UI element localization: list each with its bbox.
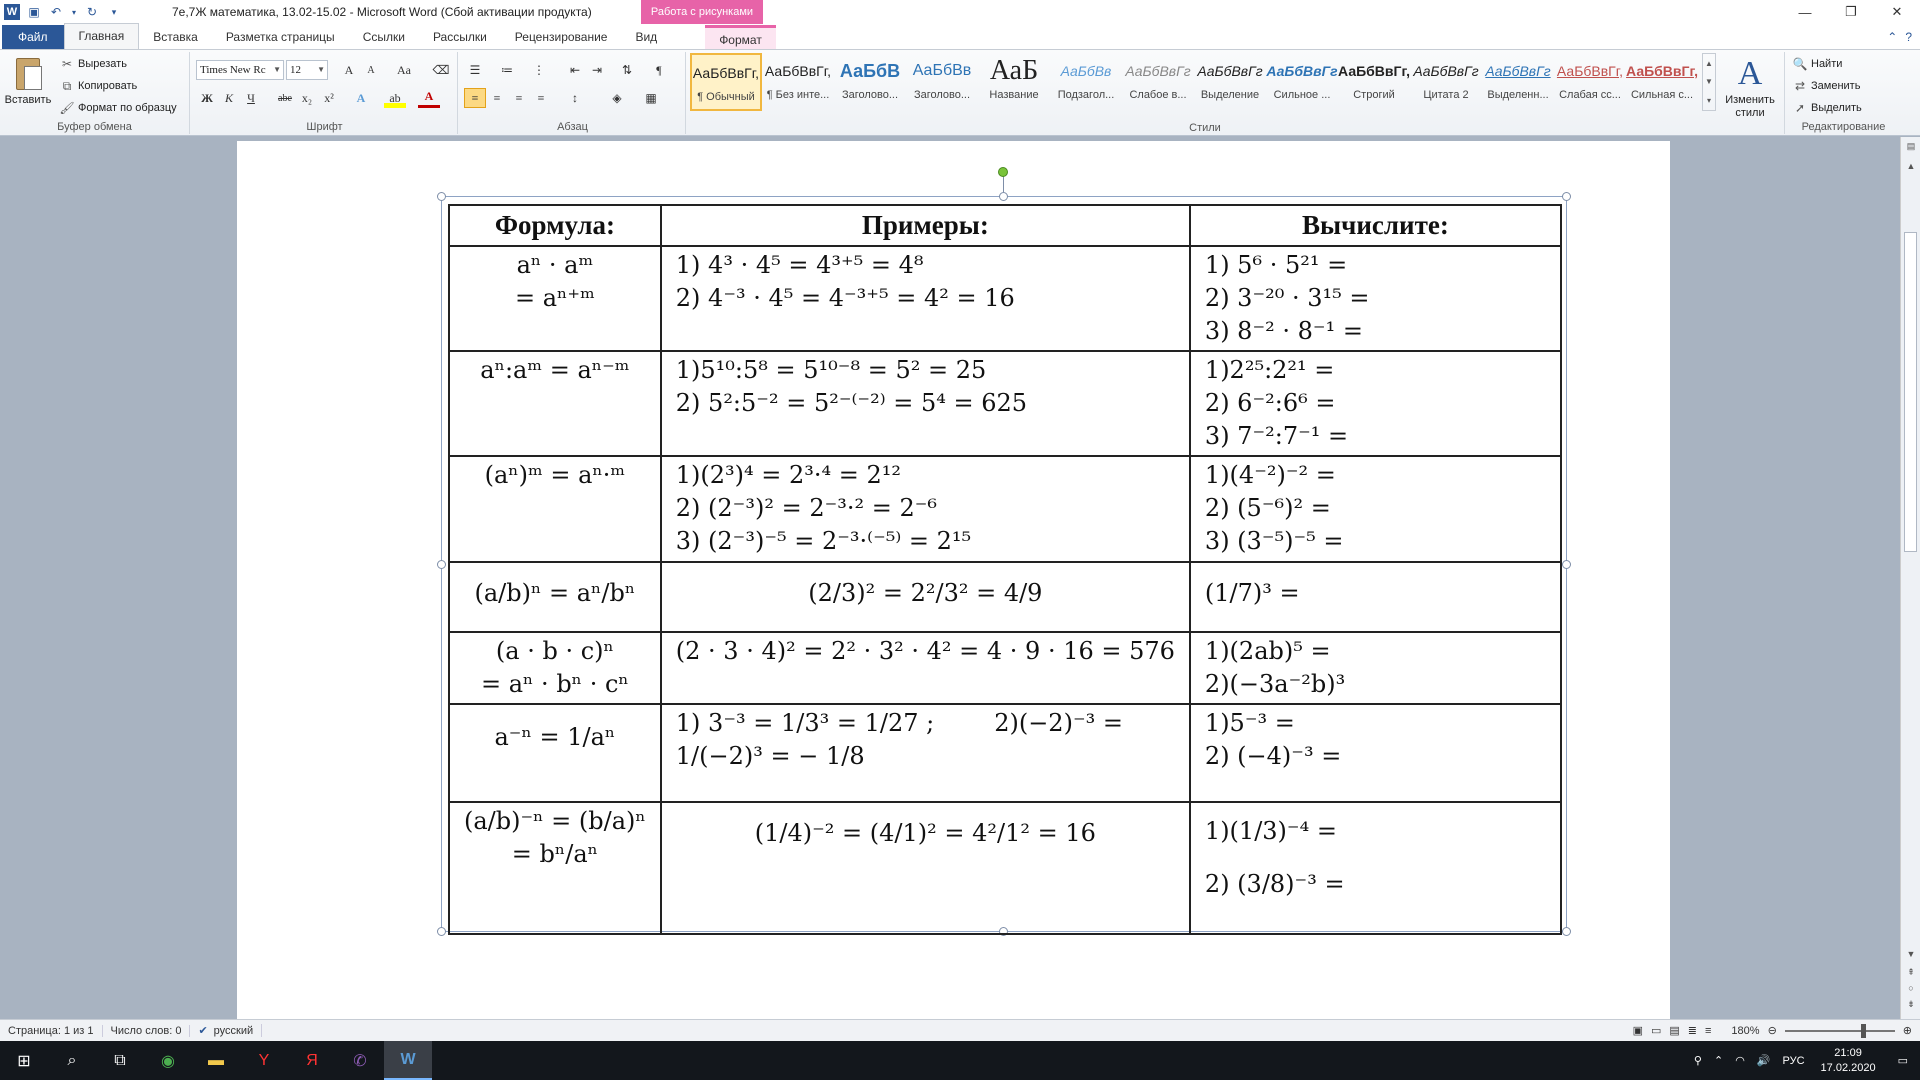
editing-group — [1784, 52, 1902, 134]
exercise-line: 3) (3⁻⁵)⁻⁵ = — [1204, 527, 1344, 555]
styles-scroller[interactable] — [1702, 53, 1716, 111]
bold-button[interactable]: Ж — [201, 90, 213, 105]
exercise-line: (1/7)³ = — [1204, 579, 1300, 607]
tab-page-layout[interactable]: Разметка страницы — [225, 30, 335, 44]
select-button[interactable] — [1793, 98, 1862, 118]
example-line: 2) (2⁻³)² = 2⁻³·² = 2⁻⁶ — [675, 494, 938, 522]
change-styles-label: Изменить стили — [1725, 94, 1775, 119]
clear-formatting-icon[interactable]: ⌫ — [432, 62, 450, 77]
formula-line: (aⁿ)ᵐ = aⁿ·ᵐ — [484, 461, 626, 489]
formula-line: (a · b · c)ⁿ — [495, 637, 614, 665]
formula-cell — [449, 632, 661, 704]
compute-cell — [1190, 351, 1561, 456]
style-preview: АаБбВв — [1060, 63, 1112, 79]
formula-line: = aⁿ⁺ᵐ — [514, 284, 595, 312]
multilevel-list-icon[interactable]: ⋮ — [533, 62, 545, 77]
table-header-row — [449, 205, 1561, 246]
ribbon-tabs — [0, 24, 1920, 50]
style-preview: АаБбВ — [839, 61, 901, 81]
line-spacing-icon[interactable]: ↕ — [572, 90, 578, 105]
style-name: Строгий — [1353, 89, 1395, 101]
tab-home[interactable]: Главная — [64, 23, 140, 49]
example-line: 3) (2⁻³)⁻⁵ = 2⁻³·⁽⁻⁵⁾ = 2¹⁵ — [675, 527, 972, 555]
font-name-value: Times New Rc — [200, 64, 266, 76]
zoom-in-icon[interactable]: ⊕ — [1902, 1025, 1912, 1037]
formula-cell — [449, 562, 661, 632]
example-line: 1)5¹⁰:5⁸ = 5¹⁰⁻⁸ = 5² = 25 — [675, 356, 987, 384]
scissors-icon: ✂ — [61, 57, 73, 71]
style-item[interactable] — [906, 53, 978, 111]
style-preview: АаБбВв — [912, 62, 972, 79]
style-preview: АаБбВвГг — [1197, 63, 1263, 79]
resize-handle[interactable] — [999, 192, 1008, 201]
shrink-font-button[interactable]: A — [367, 64, 375, 76]
style-item[interactable] — [1482, 53, 1554, 111]
tab-file[interactable]: Файл — [2, 25, 64, 49]
paste-button[interactable] — [4, 56, 52, 118]
format-painter-label: Формат по образцу — [78, 102, 177, 114]
style-item[interactable] — [834, 53, 906, 111]
style-preview: АаБбВвГг, — [692, 65, 760, 81]
next-page-icon[interactable]: ⇟ — [1907, 999, 1915, 1009]
exercise-line: 3) 7⁻²:7⁻¹ = — [1204, 422, 1349, 450]
formula-line: (a/b)⁻ⁿ = (b/a)ⁿ — [464, 807, 646, 835]
chevron-down-icon[interactable]: ▼ — [1705, 77, 1713, 87]
formula-line: aⁿ:aᵐ = aⁿ⁻ᵐ — [480, 356, 630, 384]
clipboard-group — [0, 52, 190, 134]
cut-button[interactable] — [60, 54, 127, 74]
example-line: 1/(−2)³ = − 1/8 — [675, 742, 865, 770]
browse-object-icon[interactable]: ○ — [1908, 983, 1914, 993]
paste-icon — [12, 56, 44, 92]
underline-button[interactable]: Ч — [247, 90, 255, 105]
resize-handle[interactable] — [1562, 560, 1571, 569]
text-effects-icon[interactable]: A — [356, 90, 366, 105]
table-row — [449, 456, 1561, 562]
cut-label: Вырезать — [78, 58, 127, 70]
exercise-line: 1)(2ab)⁵ = — [1204, 637, 1331, 665]
rotation-line — [1003, 176, 1004, 192]
yandex-icon[interactable]: Я — [306, 1051, 318, 1069]
compute-cell — [1190, 704, 1561, 802]
restore-icon[interactable]: ❐ — [1845, 4, 1857, 19]
status-right — [1633, 1024, 1920, 1037]
copy-button[interactable] — [60, 76, 137, 96]
ribbon-right-controls — [1887, 25, 1920, 49]
header-compute: Вычислите: — [1190, 205, 1561, 246]
font-size-value: 12 — [290, 64, 301, 76]
undo-dropdown-icon[interactable]: ▾ — [71, 7, 76, 17]
tab-view[interactable]: Вид — [635, 30, 658, 44]
people-icon[interactable]: ⚲ — [1693, 1055, 1702, 1067]
word-count[interactable]: Число слов: 0 — [103, 1025, 191, 1037]
editing-group-label: Редактирование — [1801, 121, 1886, 133]
tab-mailings[interactable]: Рассылки — [432, 30, 487, 44]
title-bar — [0, 0, 1920, 24]
exercise-line: 1)2²⁵:2²¹ = — [1204, 356, 1335, 384]
exercise-line: 2) (3/8)⁻³ = — [1204, 870, 1345, 898]
zoom-level[interactable]: 180% — [1731, 1024, 1760, 1037]
yandex-browser-icon[interactable]: Y — [258, 1051, 270, 1069]
find-label: Найти — [1811, 58, 1843, 70]
style-item[interactable] — [1554, 53, 1626, 111]
vertical-scrollbar[interactable] — [1900, 137, 1920, 1019]
ribbon-home — [0, 50, 1920, 136]
compute-cell — [1190, 246, 1561, 351]
change-case-button[interactable]: Aa — [397, 62, 411, 77]
scroll-up-icon[interactable]: ▲ — [1906, 161, 1916, 171]
picture-tools-context-label: Работа с рисунками — [641, 0, 763, 24]
web-layout-icon[interactable]: ▤ — [1669, 1025, 1680, 1037]
formula-line: = aⁿ · bⁿ · cⁿ — [481, 670, 629, 698]
increase-indent-icon[interactable]: ⇥ — [591, 62, 603, 77]
zoom-slider-thumb[interactable] — [1861, 1024, 1866, 1038]
formula-line: aⁿ · aᵐ — [516, 251, 594, 279]
style-preview: АаБбВвГг — [1485, 63, 1551, 79]
superscript-button[interactable]: x² — [324, 90, 334, 105]
zoom-slider[interactable] — [1785, 1030, 1895, 1032]
select-label: Выделить — [1811, 102, 1862, 114]
exercise-line: 2) 3⁻²⁰ · 3¹⁵ = — [1204, 284, 1370, 312]
font-size-combo[interactable] — [286, 60, 328, 80]
resize-handle[interactable] — [437, 560, 446, 569]
replace-label: Заменить — [1811, 80, 1861, 92]
examples-cell — [661, 456, 1190, 562]
formula-cell — [449, 456, 661, 562]
save-icon[interactable]: ▣ — [28, 5, 40, 19]
compute-cell — [1190, 632, 1561, 704]
volume-icon[interactable]: 🔊 — [1756, 1055, 1771, 1067]
math-formulas-table — [448, 204, 1562, 935]
viber-icon[interactable]: ✆ — [353, 1052, 367, 1070]
style-item[interactable] — [1122, 53, 1194, 111]
bullets-icon[interactable]: ☰ — [469, 62, 481, 77]
style-item[interactable] — [1194, 53, 1266, 111]
style-preview: АаБбВвГг — [1125, 63, 1191, 79]
example-line: 1) 4³ · 4⁵ = 4³⁺⁵ = 4⁸ — [675, 251, 924, 279]
style-preview: АаБбВвГг — [1266, 63, 1338, 79]
language-indicator[interactable] — [190, 1024, 262, 1037]
resize-handle[interactable] — [1562, 927, 1571, 936]
change-styles-icon: A — [1737, 55, 1763, 92]
sort-icon[interactable]: ⇅ — [621, 62, 633, 77]
system-tray — [1688, 1041, 1920, 1080]
style-name: Выделенн... — [1487, 89, 1549, 101]
outline-icon[interactable]: ≣ — [1687, 1025, 1697, 1037]
paste-label: Вставить — [4, 94, 52, 106]
style-name: Сильная с... — [1630, 89, 1694, 101]
resize-handle[interactable] — [1562, 192, 1571, 201]
style-preview: АаБбВвГг, — [1556, 63, 1624, 79]
task-view-icon[interactable]: ⧉ — [114, 1051, 126, 1069]
exercise-line: 2) 6⁻²:6⁶ = — [1204, 389, 1336, 417]
binoculars-icon: 🔍 — [1792, 57, 1808, 71]
exercise-line: 1) 5⁶ · 5²¹ = — [1204, 251, 1348, 279]
example-line: 2) 4⁻³ · 4⁵ = 4⁻³⁺⁵ = 4² = 16 — [675, 284, 1015, 312]
prev-page-icon[interactable]: ⇞ — [1907, 967, 1915, 977]
exercise-line: 1)(4⁻²)⁻² = — [1204, 461, 1336, 489]
formula-cell — [449, 802, 661, 934]
style-name: Слабое в... — [1129, 89, 1187, 101]
table-row — [449, 704, 1561, 802]
close-icon[interactable]: ✕ — [1891, 4, 1903, 19]
style-item[interactable] — [1266, 53, 1338, 111]
examples-cell — [661, 562, 1190, 632]
notifications-icon[interactable]: ▭ — [1897, 1055, 1908, 1067]
scroll-thumb[interactable] — [1904, 232, 1917, 552]
network-icon[interactable]: ◠ — [1735, 1055, 1745, 1067]
examples-cell — [661, 802, 1190, 934]
italic-button[interactable]: К — [225, 90, 233, 105]
page-count[interactable]: Страница: 1 из 1 — [0, 1025, 103, 1037]
style-item[interactable] — [1338, 53, 1410, 111]
table-row — [449, 632, 1561, 704]
file-explorer-icon[interactable]: ▬ — [208, 1051, 224, 1069]
style-name: Цитата 2 — [1423, 89, 1469, 101]
exercise-line: 2) (5⁻⁶)² = — [1204, 494, 1331, 522]
clock[interactable] — [1811, 1046, 1886, 1076]
scroll-down-icon[interactable]: ▼ — [1906, 949, 1916, 959]
style-preview: АаБбВвГг — [1413, 63, 1479, 79]
style-item[interactable] — [1050, 53, 1122, 111]
exercise-line: 1)(1/3)⁻⁴ = — [1204, 817, 1337, 845]
style-name: Выделение — [1200, 89, 1260, 101]
rotation-handle[interactable] — [998, 167, 1008, 177]
style-item[interactable] — [762, 53, 834, 111]
style-preview: АаБбВвГг, — [1626, 63, 1698, 79]
find-button[interactable] — [1793, 54, 1842, 74]
tab-insert[interactable]: Вставка — [153, 30, 198, 44]
zoom-out-icon[interactable]: ⊖ — [1767, 1025, 1777, 1037]
decrease-indent-icon[interactable]: ⇤ — [569, 62, 581, 77]
format-painter-button[interactable] — [60, 98, 177, 118]
header-examples: Примеры: — [661, 205, 1190, 246]
chrome-icon[interactable]: ◉ — [161, 1052, 175, 1070]
font-name-combo[interactable] — [196, 60, 284, 80]
print-layout-icon[interactable]: ▣ — [1632, 1025, 1643, 1037]
table-row — [449, 246, 1561, 351]
formula-cell — [449, 246, 661, 351]
exercise-line: 2) (−4)⁻³ = — [1204, 742, 1342, 770]
font-group — [192, 52, 458, 134]
examples-cell — [661, 246, 1190, 351]
style-item[interactable] — [690, 53, 762, 111]
ruler-toggle-icon[interactable]: ▤ — [1906, 141, 1916, 151]
chevron-down-icon: ▼ — [273, 65, 281, 74]
header-formula: Формула: — [449, 205, 661, 246]
word-app-icon[interactable]: W — [4, 4, 20, 20]
tab-review[interactable]: Рецензирование — [514, 30, 608, 44]
more-icon[interactable]: ▾ — [1706, 96, 1711, 106]
example-line: 2)(−2)⁻³ = — [994, 709, 1123, 737]
formula-line: (a/b)ⁿ = aⁿ/bⁿ — [474, 579, 636, 607]
resize-handle[interactable] — [437, 192, 446, 201]
style-name: Слабая сс... — [1559, 89, 1621, 101]
clock-time: 21:09 — [1834, 1046, 1862, 1059]
input-language[interactable]: РУС — [1782, 1054, 1805, 1067]
tray-chevron-up-icon[interactable]: ⌃ — [1713, 1055, 1724, 1067]
copy-icon: ⧉ — [62, 78, 72, 93]
table-row — [449, 351, 1561, 456]
example-line: 2) 5²:5⁻² = 5²⁻⁽⁻²⁾ = 5⁴ = 625 — [675, 389, 1028, 417]
table-row — [449, 802, 1561, 934]
minimize-icon[interactable]: — — [1798, 4, 1812, 20]
style-preview: АаБ — [989, 55, 1039, 86]
change-styles-button[interactable] — [1720, 54, 1780, 120]
windows-start-icon[interactable]: ⊞ — [17, 1052, 31, 1070]
style-item[interactable] — [1410, 53, 1482, 111]
brush-icon: 🖌 — [59, 101, 75, 115]
styles-group-label: Стили — [1189, 122, 1221, 134]
chevron-down-icon: ▼ — [317, 65, 325, 74]
example-line: 1)(2³)⁴ = 2³·⁴ = 2¹² — [675, 461, 902, 489]
style-item[interactable] — [978, 53, 1050, 111]
style-item[interactable] — [1626, 53, 1698, 111]
window-controls — [1782, 0, 1920, 24]
paragraph-group — [460, 52, 686, 134]
table-row — [449, 562, 1561, 632]
replace-button[interactable] — [1793, 76, 1860, 96]
style-name: Название — [989, 89, 1039, 101]
formula-cell — [449, 351, 661, 456]
style-preview: АаБбВвГг, — [764, 63, 832, 79]
chevron-up-icon[interactable]: ▲ — [1705, 58, 1713, 68]
examples-cell — [661, 632, 1190, 704]
shading-icon[interactable]: ◈ — [612, 90, 622, 105]
language-label: русский — [213, 1024, 254, 1037]
draft-icon[interactable]: ≡ — [1705, 1024, 1712, 1037]
clock-date: 17.02.2020 — [1820, 1061, 1876, 1074]
window-title: 7е,7Ж математика, 13.02-15.02 - Microsoft Word (Сбой активации продукта) — [172, 5, 592, 19]
align-left-icon[interactable]: ≡ — [464, 88, 486, 108]
style-name: Подзагол... — [1057, 89, 1115, 101]
full-screen-reading-icon[interactable]: ▭ — [1650, 1025, 1662, 1037]
compute-cell — [1190, 802, 1561, 934]
clipboard-group-label: Буфер обмена — [57, 121, 132, 133]
style-name: ¶ Без инте... — [766, 89, 830, 101]
compute-cell — [1190, 456, 1561, 562]
redo-icon[interactable]: ↻ — [86, 5, 98, 19]
styles-gallery — [690, 53, 1700, 115]
highlight-icon[interactable]: ab — [384, 88, 406, 108]
font-color-icon[interactable]: A — [418, 88, 440, 108]
quick-access-toolbar — [0, 0, 122, 24]
style-name: Заголово... — [841, 89, 899, 101]
numbering-icon[interactable]: ≔ — [501, 62, 513, 77]
exercise-line: 2)(−3a⁻²b)³ — [1204, 670, 1346, 698]
exercise-line: 1)5⁻³ = — [1204, 709, 1295, 737]
resize-handle[interactable] — [437, 927, 446, 936]
word-taskbar-icon[interactable]: W — [384, 1041, 432, 1080]
proofing-icon: ✔ — [198, 1025, 208, 1037]
tab-format[interactable]: Формат — [705, 25, 776, 49]
examples-cell — [661, 351, 1190, 456]
style-name: Заголово... — [913, 89, 971, 101]
formula-line: a⁻ⁿ = 1/aⁿ — [494, 723, 616, 751]
example-line: (2 · 3 · 4)² = 2² · 3² · 4² = 4 · 9 · 16 = 576 — [675, 637, 1175, 665]
windows-taskbar — [0, 1041, 1920, 1080]
paragraph-group-label: Абзац — [557, 121, 588, 133]
undo-icon[interactable]: ↶ — [50, 5, 62, 19]
minimize-ribbon-icon[interactable]: ⌃ — [1887, 30, 1898, 44]
examples-cell — [661, 704, 1190, 802]
cursor-icon: ➚ — [1794, 101, 1806, 115]
help-icon[interactable]: ? — [1905, 30, 1912, 44]
borders-icon[interactable]: ▦ — [645, 90, 657, 105]
tab-references[interactable]: Ссылки — [362, 30, 405, 44]
example-line: 1) 3⁻³ = 1/3³ = 1/27 ; — [675, 709, 935, 737]
search-icon[interactable]: ⌕ — [67, 1051, 77, 1069]
exercise-line: 3) 8⁻² · 8⁻¹ = — [1204, 317, 1363, 345]
align-center-icon[interactable]: ≡ — [493, 90, 501, 105]
example-line: (2/3)² = 2²/3² = 4/9 — [808, 579, 1043, 607]
compute-cell — [1190, 562, 1561, 632]
subscript-button[interactable]: x₂ — [301, 90, 313, 105]
copy-label: Копировать — [78, 80, 138, 92]
strikethrough-button[interactable]: abe — [278, 92, 292, 104]
justify-icon[interactable]: ≡ — [537, 90, 545, 105]
customize-qat-icon[interactable]: ▾ — [111, 6, 117, 17]
pilcrow-icon[interactable]: ¶ — [656, 62, 662, 77]
font-group-label: Шрифт — [306, 121, 343, 133]
style-preview: АаБбВвГг, — [1338, 63, 1410, 79]
formula-cell — [449, 704, 661, 802]
replace-icon: ⇄ — [1794, 79, 1806, 93]
status-bar — [0, 1019, 1920, 1041]
example-line: (1/4)⁻² = (4/1)² = 4²/1² = 16 — [754, 819, 1096, 847]
style-name: ¶ Обычный — [697, 91, 755, 103]
formula-line: = bⁿ/aⁿ — [511, 840, 599, 868]
grow-font-button[interactable]: A — [344, 62, 354, 77]
style-name: Сильное ... — [1273, 89, 1331, 101]
align-right-icon[interactable]: ≡ — [515, 90, 523, 105]
